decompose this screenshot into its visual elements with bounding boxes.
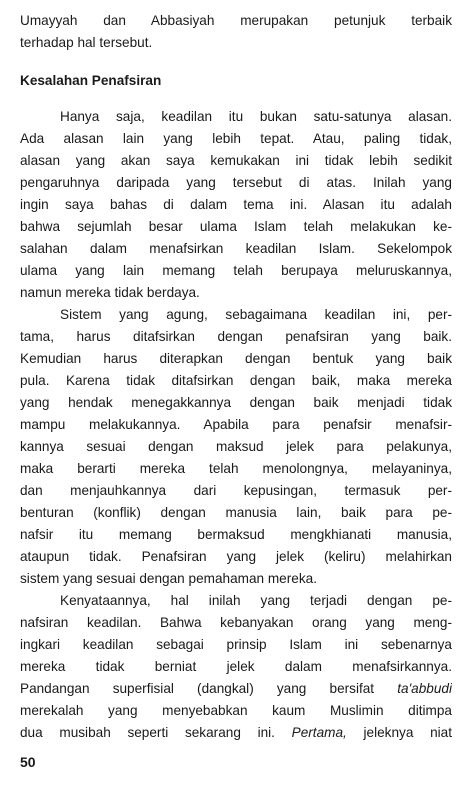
text-segment: Pandangan superfisial (dangkal) yang bersifat <box>20 681 398 696</box>
text-line: nafsir itu memang bermaksud mengkhianati manusia, <box>20 527 452 542</box>
text-line: Hanya saja, keadilan itu bukan satu-satunya alasan. <box>60 109 452 124</box>
text-line: pula. Karena tidak ditafsirkan dengan baik, maka mereka <box>20 373 452 388</box>
text-line: ataupun tidak. Penafsiran yang jelek (keliru) melahirkan <box>20 549 452 564</box>
text-line: merekalah yang menyebabkan kaum Muslimin ditimpa <box>20 703 452 718</box>
italic-term: ta'abbudi <box>397 681 452 696</box>
text-line: kannya sesuai dengan maksud jelek para pelakunya, <box>20 439 452 454</box>
text-line: mereka tidak berniat jelek dalam menafsirkannya. <box>20 659 452 674</box>
text-line: salahan dalam menafsirkan keadilan Islam. Sekelompok <box>20 241 452 256</box>
text-line: namun mereka tidak berdaya. <box>20 285 200 300</box>
text-line: terhadap hal tersebut. <box>20 35 153 50</box>
italic-term: Pertama, <box>291 725 347 740</box>
text-line: mampu melakukannya. Apabila para penafsir menafsir- <box>20 417 452 432</box>
text-line: ingkari keadilan sebagai prinsip Islam ini sebenarnya <box>20 637 452 652</box>
text-line: tama, harus ditafsirkan dengan penafsiran yang baik. <box>20 329 452 344</box>
text-line: dan menjauhkannya dari kepusingan, termasuk per- <box>20 483 452 498</box>
text-segment: dua musibah seperti sekarang ini. <box>20 725 292 740</box>
text-line: Umayyah dan Abbasiyah merupakan petunjuk terbaik <box>20 13 452 28</box>
text-line: alasan yang akan saya kemukakan ini tidak lebih sedikit <box>20 153 452 168</box>
text-line: Kenyataannya, hal inilah yang terjadi dengan pe- <box>60 593 452 608</box>
text-line: sistem yang sesuai dengan pemahaman mereka. <box>20 571 317 586</box>
page-number: 50 <box>20 754 36 770</box>
text-line: ingin saya bahas di dalam tema ini. Alasan itu adalah <box>20 197 452 212</box>
text-line: maka berarti mereka telah menolongnya, melayaninya, <box>20 461 452 476</box>
text-line: bahwa sejumlah besar ulama Islam telah melakukan ke- <box>20 219 452 234</box>
text-line: yang hendak menegakkannya dengan baik menjadi tidak <box>20 395 452 410</box>
text-line: ulama yang lain memang telah berupaya meluruskannya, <box>20 263 452 278</box>
text-line <box>20 678 452 700</box>
text-line: benturan (konflik) dengan manusia lain, baik para pe- <box>20 505 452 520</box>
text-line: nafsiran keadilan. Bahwa kebanyakan orang yang meng- <box>20 615 452 630</box>
text-segment: jeleknya niat <box>346 725 452 740</box>
section-heading: Kesalahan Penafsiran <box>20 73 162 88</box>
text-line: Kemudian harus diterapkan dengan bentuk yang baik <box>20 351 452 366</box>
text-line: Sistem yang agung, sebagaimana keadilan ini, per- <box>60 307 452 322</box>
text-line: Ada alasan lain yang lebih tepat. Atau, paling tidak, <box>20 131 452 146</box>
text-line <box>20 722 452 744</box>
text-line: pengaruhnya daripada yang tersebut di atas. Inilah yang <box>20 175 452 190</box>
